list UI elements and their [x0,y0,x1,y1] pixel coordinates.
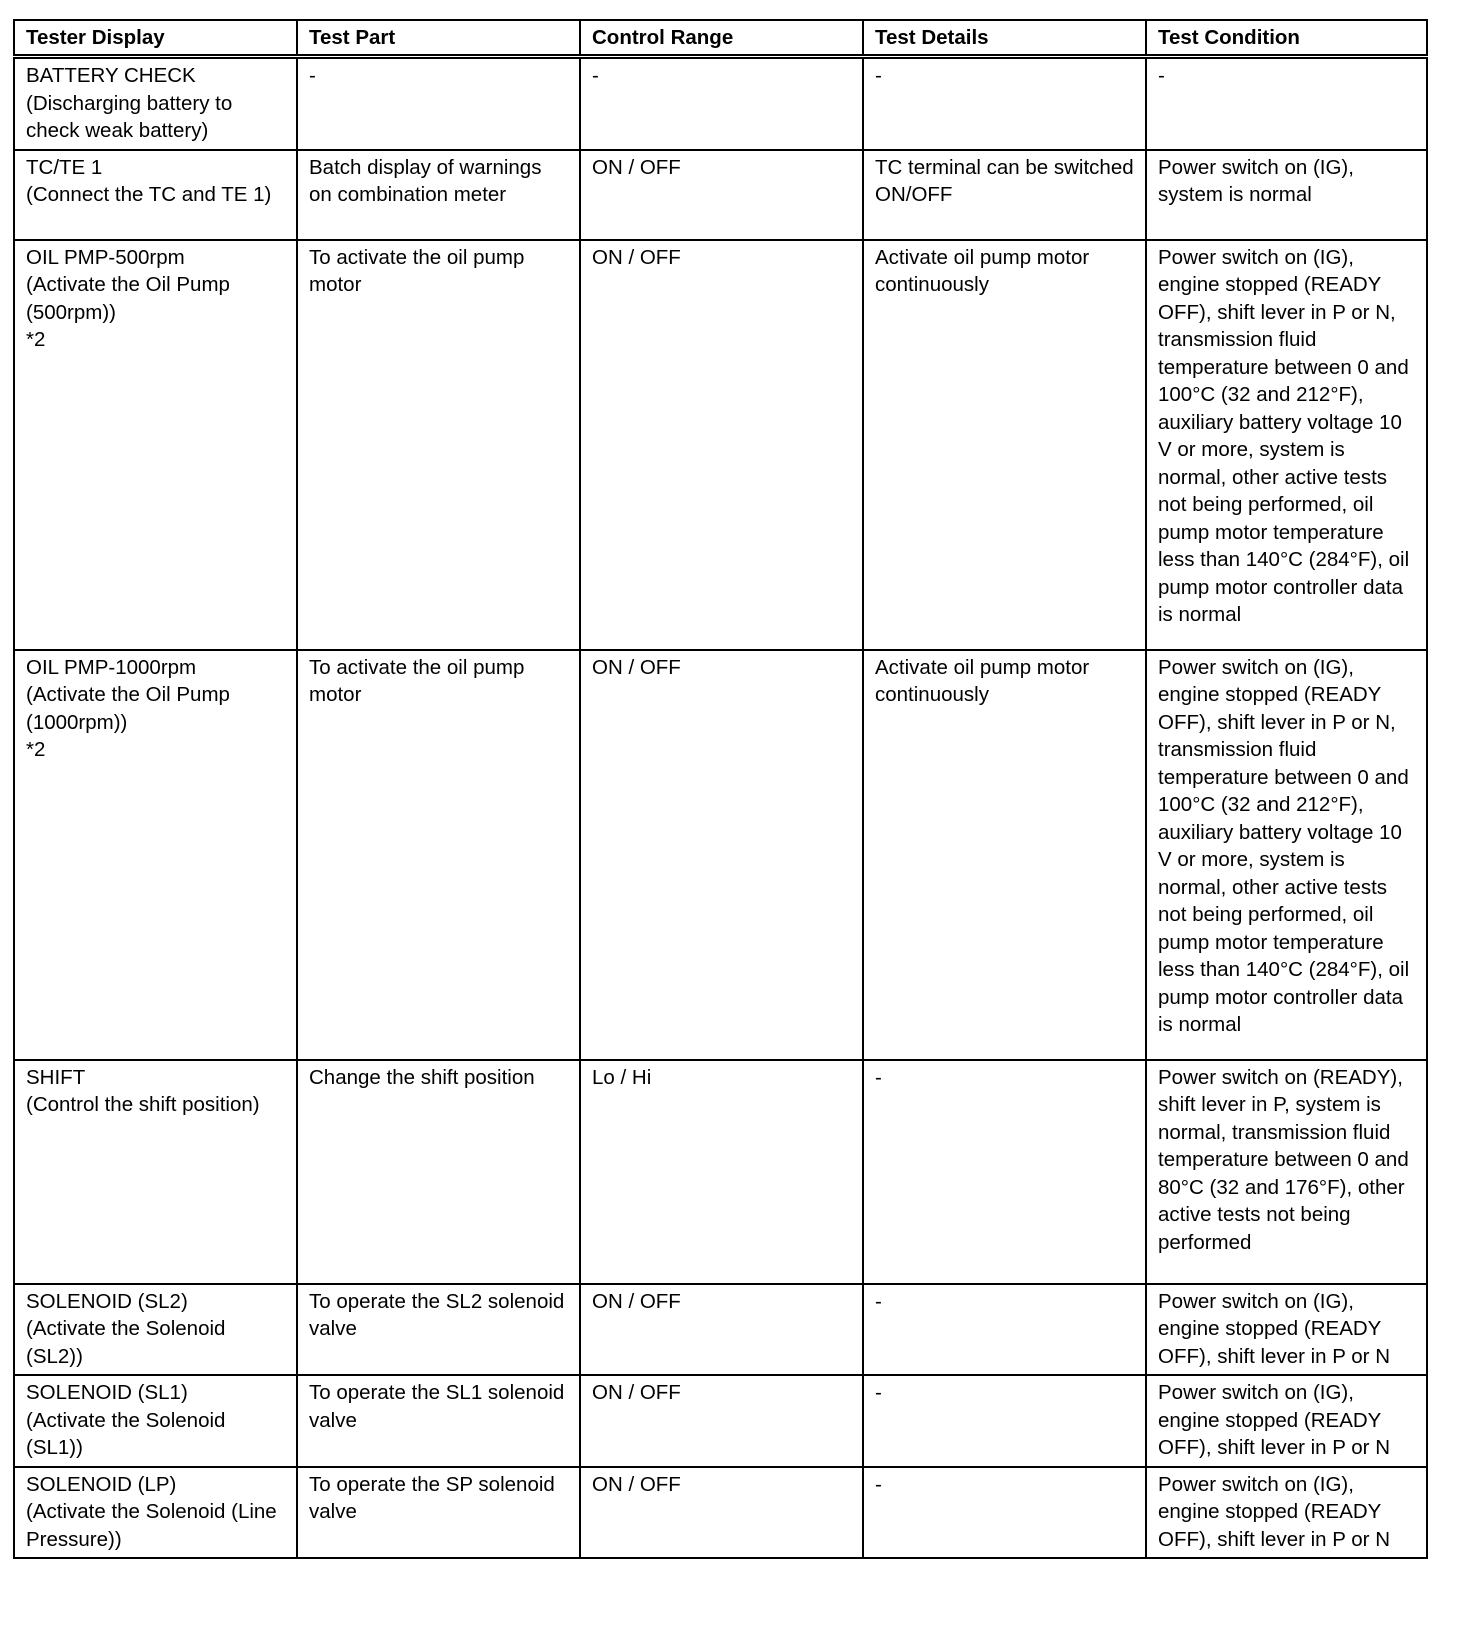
cell-control-range: - [580,57,863,150]
cell-test-condition: Power switch on (IG), engine stopped (READY OFF), shift lever in P or N [1146,1375,1427,1467]
table-header-row [14,20,1427,57]
cell-control-range: ON / OFF [580,240,863,650]
cell-tester-display: OIL PMP-500rpm (Activate the Oil Pump (500rpm)) *2 [14,240,297,650]
cell-test-part: To operate the SL1 solenoid valve [297,1375,580,1467]
cell-test-details: - [863,1375,1146,1467]
cell-test-part: Batch display of warnings on combination meter [297,150,580,240]
cell-tester-display: BATTERY CHECK (Discharging battery to check weak battery) [14,57,297,150]
header-test-details: Test Details [863,20,1146,57]
cell-control-range: ON / OFF [580,1467,863,1559]
active-test-table [13,19,1428,1559]
cell-test-condition: Power switch on (IG), engine stopped (READY OFF), shift lever in P or N [1146,1467,1427,1559]
table-row [14,1060,1427,1284]
cell-control-range: ON / OFF [580,650,863,1060]
cell-test-part: - [297,57,580,150]
table-row [14,650,1427,1060]
cell-test-part: To activate the oil pump motor [297,240,580,650]
cell-test-details: - [863,57,1146,150]
cell-test-details: - [863,1284,1146,1376]
header-test-condition: Test Condition [1146,20,1427,57]
cell-test-details: Activate oil pump motor continuously [863,240,1146,650]
table-row [14,240,1427,650]
cell-test-details: TC terminal can be switched ON/OFF [863,150,1146,240]
cell-tester-display: SOLENOID (SL2) (Activate the Solenoid (SL2)) [14,1284,297,1376]
cell-control-range: ON / OFF [580,1375,863,1467]
header-control-range: Control Range [580,20,863,57]
cell-test-part: To operate the SP solenoid valve [297,1467,580,1559]
table-row [14,1467,1427,1559]
cell-test-details: - [863,1467,1146,1559]
cell-test-condition: Power switch on (IG), engine stopped (READY OFF), shift lever in P or N, transmission fluid temperature between 0 and 100°C (32 and 212°F), auxiliary battery voltage 10 V or more, system is normal, other active tests not being performed, oil pump motor temperature less than 140°C (284°F), oil pump motor controller data is normal [1146,240,1427,650]
table-row [14,57,1427,150]
cell-test-part: To operate the SL2 solenoid valve [297,1284,580,1376]
header-test-part: Test Part [297,20,580,57]
cell-test-condition: Power switch on (IG), system is normal [1146,150,1427,240]
header-tester-display: Tester Display [14,20,297,57]
cell-test-part: To activate the oil pump motor [297,650,580,1060]
cell-test-part: Change the shift position [297,1060,580,1284]
cell-test-condition: Power switch on (READY), shift lever in P, system is normal, transmission fluid temperature between 0 and 80°C (32 and 176°F), other active tests not being performed [1146,1060,1427,1284]
cell-control-range: ON / OFF [580,1284,863,1376]
cell-test-details: Activate oil pump motor continuously [863,650,1146,1060]
table-row [14,150,1427,240]
cell-tester-display: SOLENOID (LP) (Activate the Solenoid (Line Pressure)) [14,1467,297,1559]
cell-tester-display: SHIFT (Control the shift position) [14,1060,297,1284]
cell-test-condition: Power switch on (IG), engine stopped (READY OFF), shift lever in P or N, transmission fluid temperature between 0 and 100°C (32 and 212°F), auxiliary battery voltage 10 V or more, system is normal, other active tests not being performed, oil pump motor temperature less than 140°C (284°F), oil pump motor controller data is normal [1146,650,1427,1060]
cell-test-condition: Power switch on (IG), engine stopped (READY OFF), shift lever in P or N [1146,1284,1427,1376]
cell-tester-display: OIL PMP-1000rpm (Activate the Oil Pump (1000rpm)) *2 [14,650,297,1060]
cell-test-details: - [863,1060,1146,1284]
cell-control-range: Lo / Hi [580,1060,863,1284]
cell-tester-display: TC/TE 1 (Connect the TC and TE 1) [14,150,297,240]
table-row [14,1284,1427,1376]
cell-test-condition: - [1146,57,1427,150]
cell-control-range: ON / OFF [580,150,863,240]
table-row [14,1375,1427,1467]
cell-tester-display: SOLENOID (SL1) (Activate the Solenoid (SL1)) [14,1375,297,1467]
